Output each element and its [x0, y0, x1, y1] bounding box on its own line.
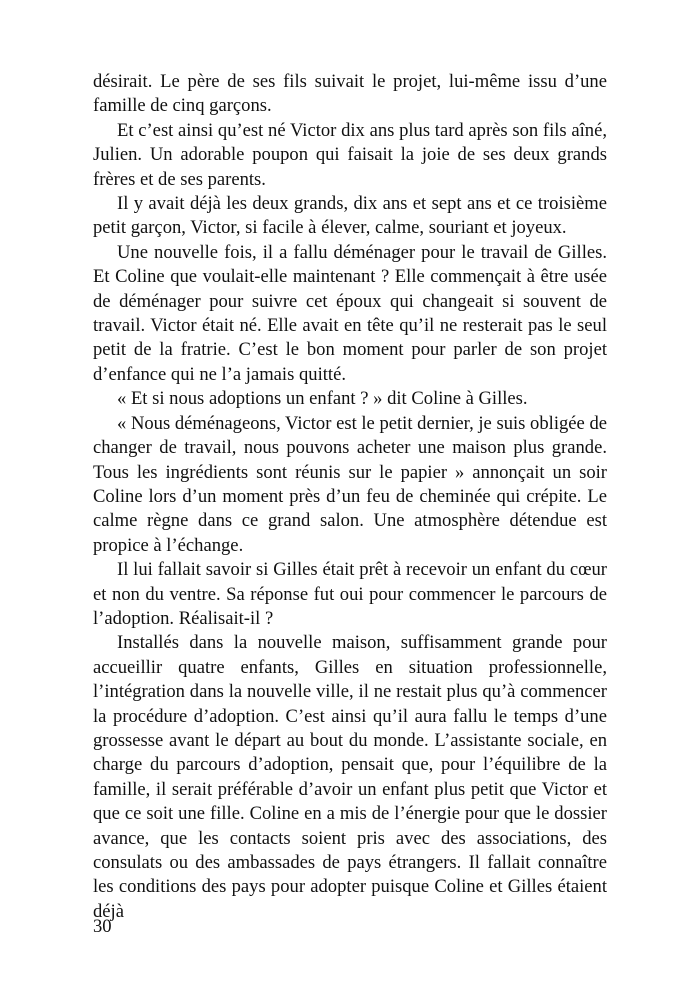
paragraph: Une nouvelle fois, il a fallu déménager pour le travail de Gilles. Et Coline que voulait-elle maintenant ? Elle commençait à être usée de déménager pour suivre cet époux qui changeait si souvent de travail. Victor était né. Elle avait en tête qu’il ne resterait pas le seul petit de la fratrie. C’est le bon moment pour parler de son projet d’enfance qui ne l’a jamais quitté. — [93, 241, 607, 385]
paragraph-continuation: désirait. Le père de ses fils suivait le projet, lui-même issu d’une famille de cinq garçons. — [93, 71, 607, 117]
paragraph: Il y avait déjà les deux grands, dix ans et sept ans et ce troisième petit garçon, Victor, si facile à élever, calme, souriant et joyeux. — [93, 193, 607, 239]
paragraph: Il lui fallait savoir si Gilles était prêt à recevoir un enfant du cœur et non du ventre. Sa réponse fut oui pour commencer le parcours de l’adoption. Réalisait-il ? — [93, 559, 607, 629]
paragraph-dialogue: « Nous déménageons, Victor est le petit dernier, je suis obligée de changer de travail, nous pouvons acheter une maison plus grande. Tous les ingrédients sont réunis sur le papier » annonçait un soir Coline lors d’un moment près d’un feu de cheminée qui crépite. Le calme règne dans ce grand salon. Une atmosphère détendue est propice à l’échange. — [93, 412, 607, 556]
paragraph-dialogue: « Et si nous adoptions un enfant ? » dit Coline à Gilles. — [117, 388, 528, 410]
paragraph: Et c’est ainsi qu’est né Victor dix ans plus tard après son fils aîné, Julien. Un adorable poupon qui faisait la joie de ses deux grands frères et de ses parents. — [93, 119, 607, 190]
page-number: 30 — [93, 916, 112, 937]
paragraph: Installés dans la nouvelle maison, suffisamment grande pour accueillir quatre enfants, Gilles en situation professionnelle, l’intégration dans la nouvelle ville, il ne restait plus qu’à commencer la procédure d’adoption. C’est ainsi qu’il aura fallu le temps d’une grossesse avant le départ au bout du monde. L’assistante sociale, en charge du parcours d’adoption, pensait que, pour l’équilibre de la famille, il serait préférable d’avoir un enfant plus petit que Victor et que ce soit une fille. Coline en a mis de l’énergie pour que le dossier avance, que les contacts soient pris avec des associations, des consulats ou des ambassades de pays étrangers. Il fallait connaître les conditions des pays pour adopter puisque Coline et Gilles étaient déjà — [93, 632, 607, 922]
body-text — [93, 70, 607, 924]
